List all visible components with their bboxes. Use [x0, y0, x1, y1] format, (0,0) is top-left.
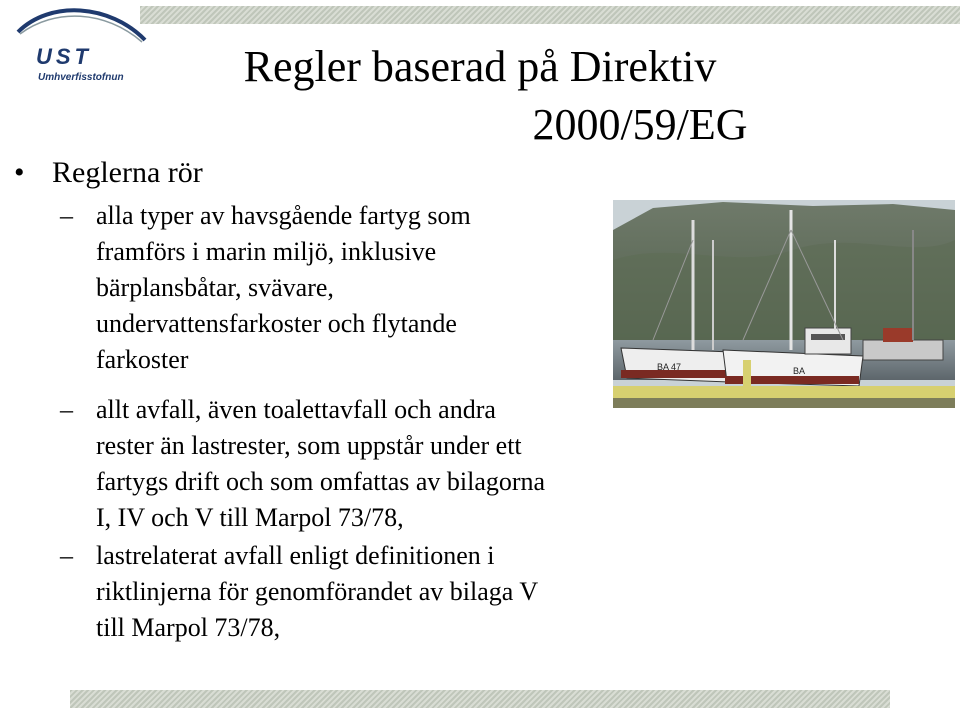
dash-symbol: –	[60, 541, 73, 570]
bullet-symbol: •	[14, 156, 25, 189]
dash-symbol: –	[60, 395, 73, 424]
ust-logo	[0, 0, 150, 90]
sub-bullet-text: lastrelaterat avfall enligt definitionen i riktlinjerna för genomförandet av bilaga V till Marpol 73/78,	[96, 541, 539, 642]
boat-label-2: BA	[793, 366, 806, 376]
logo-name: UST	[36, 44, 92, 69]
boat-label-1: BA 47	[657, 362, 682, 372]
title-line-2: 2000/59/EG	[532, 100, 748, 149]
sub-bullet-text: alla typer av havsgående fartyg som framförs i marin miljö, inklusive bärplansbåtar, svävare, undervattensfarkoster och flytande farkoster	[96, 201, 471, 374]
bottom-decorative-band	[70, 690, 890, 708]
slide-title	[150, 38, 810, 154]
harbor-illustration	[613, 200, 955, 408]
dash-symbol: –	[60, 201, 73, 230]
sub-bullet-text: allt avfall, även toalettavfall och andra rester än lastrester, som uppstår under ett fartygs drift och som omfattas av bilagorna I, IV och V till Marpol 73/78,	[96, 395, 546, 532]
logo-subtitle: Umhverfisstofnun	[38, 72, 124, 83]
bullet-heading-text: Reglerna rör	[52, 156, 203, 189]
title-line-1: Regler baserad på Direktiv	[243, 42, 717, 91]
bullet-heading	[14, 154, 203, 192]
top-decorative-band	[140, 6, 960, 24]
fishing-boats-photo	[613, 200, 955, 408]
